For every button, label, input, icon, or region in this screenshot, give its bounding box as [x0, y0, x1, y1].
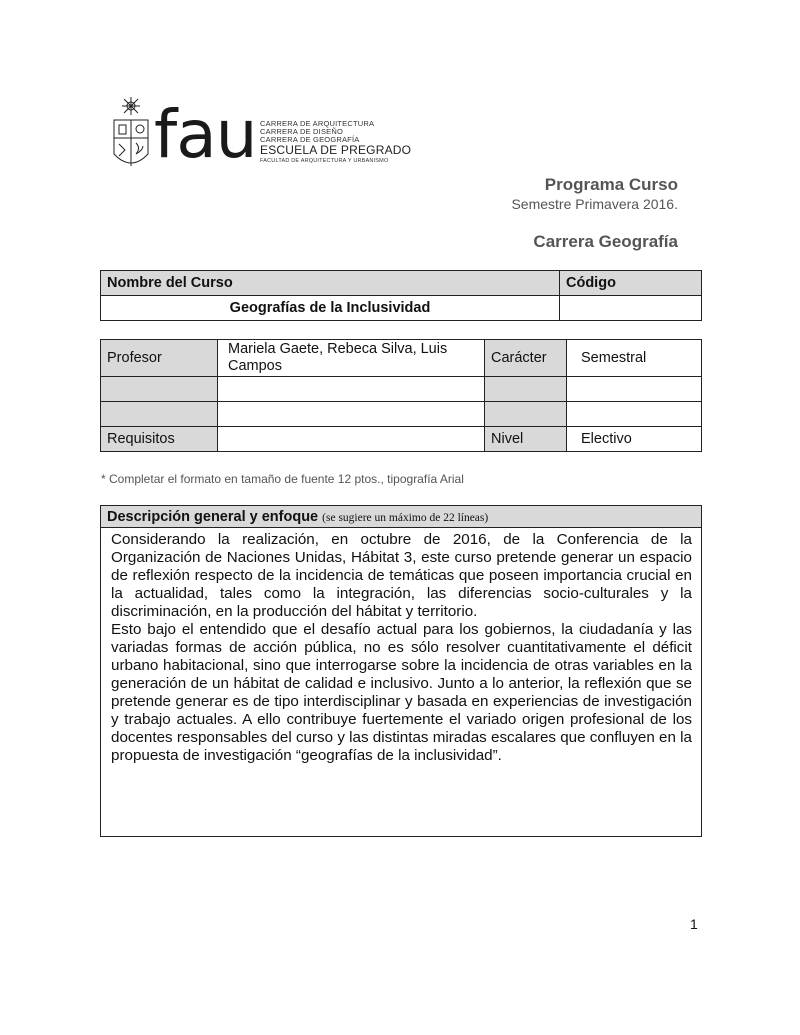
career-title: Carrera Geografía: [533, 232, 678, 251]
logo-line-architecture: CARRERA DE ARQUITECTURA: [260, 119, 375, 128]
profesor-label: Profesor: [101, 340, 218, 377]
logo-wordmark: fau: [154, 96, 257, 173]
logo-text-block: [260, 120, 411, 165]
description-hint: (se sugiere un máximo de 22 líneas): [322, 512, 489, 524]
profesor-value: Mariela Gaete, Rebeca Silva, Luis Campos: [218, 340, 485, 377]
empty-value-cell: [218, 377, 485, 402]
university-seal-icon: [110, 96, 152, 174]
caracter-value: Semestral: [567, 340, 702, 377]
description-header: [101, 506, 701, 528]
semester-label: Semestre Primavera 2016.: [511, 196, 678, 212]
description-box: [100, 505, 702, 837]
format-note: * Completar el formato en tamaño de fuente 12 ptos., tipografía Arial: [101, 472, 464, 486]
requisitos-label: Requisitos: [101, 427, 218, 452]
description-body: [101, 528, 701, 765]
description-paragraph: Esto bajo el entendido que el desafío actual para los gobiernos, la ciudadanía y las variadas formas de acción pública, no es sólo resolver cuantitativamente el déficit urbano habitacional, sino que interrogarse sobre la incidencia de otras variables en la generación de un hábitat de calidad e inclusivo. Junto a lo anterior, la reflexión que se pretende generar es de tipo interdisciplinar y basada en experiencias de investigación y trabajo actuales. A ello contribuye fuertemente el variado origen profesional de los docentes responsables del curso y las distintas miradas escalares que confluyen en la propuesta de investigación “geografías de la inclusividad”.: [111, 621, 692, 764]
course-code-value: [560, 296, 702, 321]
course-name-table: [100, 270, 702, 321]
fau-logo: [110, 96, 412, 176]
logo-line-geography: CARRERA DE GEOGRAFÍA: [260, 135, 360, 144]
empty-value-cell: [567, 377, 702, 402]
empty-label-cell: [485, 402, 567, 427]
description-title: Descripción general y enfoque: [107, 509, 319, 525]
requisitos-value: [218, 427, 485, 452]
empty-label-cell: [485, 377, 567, 402]
logo-line-school: ESCUELA DE PREGRADO: [260, 143, 412, 157]
caracter-label: Carácter: [485, 340, 567, 377]
course-code-label: Código: [560, 271, 702, 296]
empty-value-cell: [218, 402, 485, 427]
page-number: 1: [690, 916, 698, 932]
course-details-table: [100, 339, 702, 452]
course-name-label: Nombre del Curso: [101, 271, 560, 296]
course-name-value: Geografías de la Inclusividad: [101, 296, 560, 321]
description-paragraph: Considerando la realización, en octubre de 2016, de la Conferencia de la Organización de Naciones Unidas, Hábitat 3, este curso pretende generar un espacio de reflexión respecto de la incidencia de temáticas que poseen importancia crucial en la actualidad, tales como la integración, las diferencias socio-culturales y la discriminación, en la producción del hábitat y territorio.: [111, 531, 692, 620]
logo-line-faculty: FACULTAD DE ARQUITECTURA Y URBANISMO: [260, 158, 389, 164]
nivel-label: Nivel: [485, 427, 567, 452]
program-title: Programa Curso: [544, 175, 678, 194]
logo-line-design: CARRERA DE DISEÑO: [260, 127, 343, 136]
empty-value-cell: [567, 402, 702, 427]
empty-label-cell: [101, 377, 218, 402]
empty-label-cell: [101, 402, 218, 427]
nivel-value: Electivo: [567, 427, 702, 452]
